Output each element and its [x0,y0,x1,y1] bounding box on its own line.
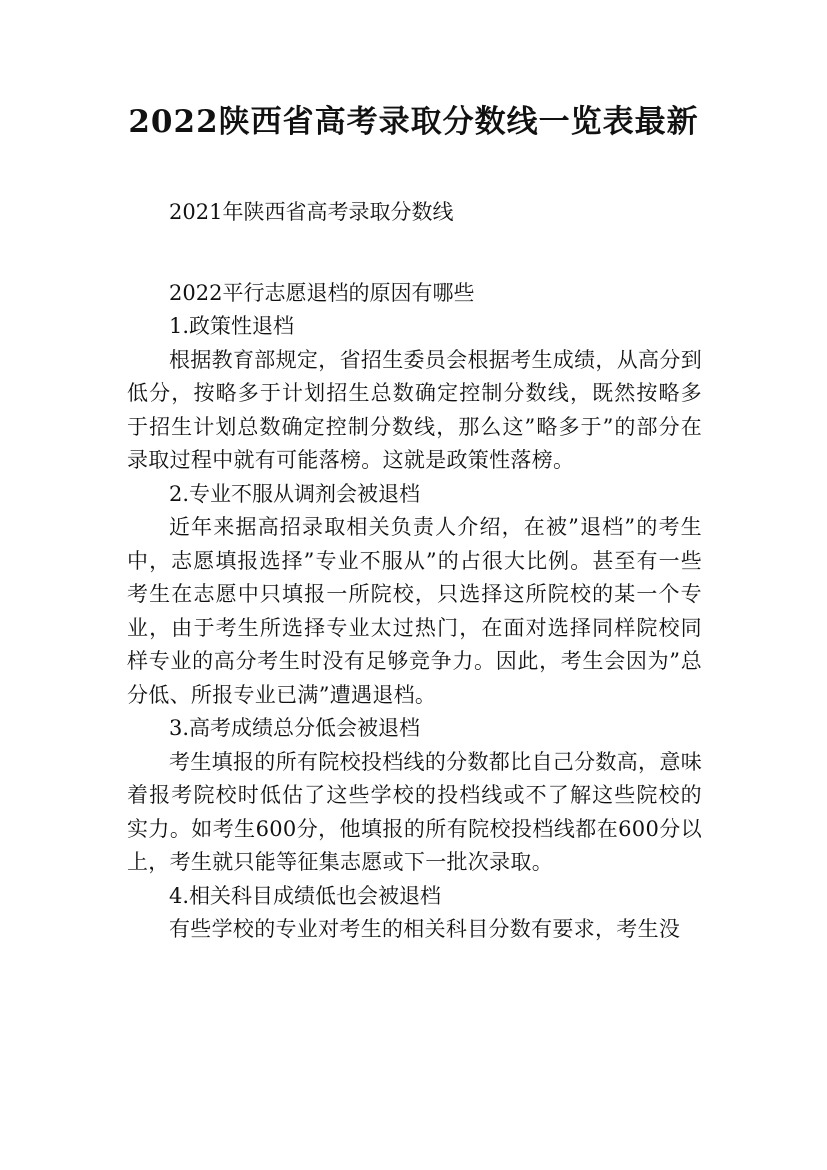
item-body-2: 近年来据高招录取相关负责人介绍，在被”退档”的考生中，志愿填报选择”专业不服从”的占很大比例。甚至有一些考生在志愿中只填报一所院校，只选择这所院校的某一个专业，由于考生所选择专业太过热门，在面对选择同样院校同样专业的高分考生时没有足够竞争力。因此，考生会因为”总分低、所报专业已满”遭遇退档。 [127,515,702,707]
item-heading-1: 1.政策性退档 [169,314,295,338]
subtitle-2021-scores: 2021年陕西省高考录取分数线 [169,200,454,224]
blank-gap [127,230,702,277]
item-heading-2: 2.专业不服从调剂会被退档 [169,481,421,506]
document-title: 2022陕西省高考录取分数线一览表最新 [128,104,699,140]
section-heading: 2022平行志愿退档的原因有哪些 [169,280,475,305]
item-heading-3: 3.高考成绩总分低会被退档 [169,716,421,740]
item-body-3: 考生填报的所有院校投档线的分数都比自己分数高，意味着报考院校时低估了这些学校的投档线或不了解这些院校的实力。如考生600分，他填报的所有院校投档线都在600分以上，考生就只能等征集志愿或下一批次录取。 [127,749,702,874]
item-heading-4: 4.相关科目成绩低也会被退档 [169,883,442,908]
document-body [127,196,702,947]
item-body-1: 根据教育部规定，省招生委员会根据考生成绩，从高分到低分，按略多于计划招生总数确定控制分数线，既然按略多于招生计划总数确定控制分数线，那么这”略多于”的部分在录取过程中就有可能落榜。这就是政策性落榜。 [127,347,702,472]
item-body-4: 有些学校的专业对考生的相关科目分数有要求，考生没 [169,917,681,941]
